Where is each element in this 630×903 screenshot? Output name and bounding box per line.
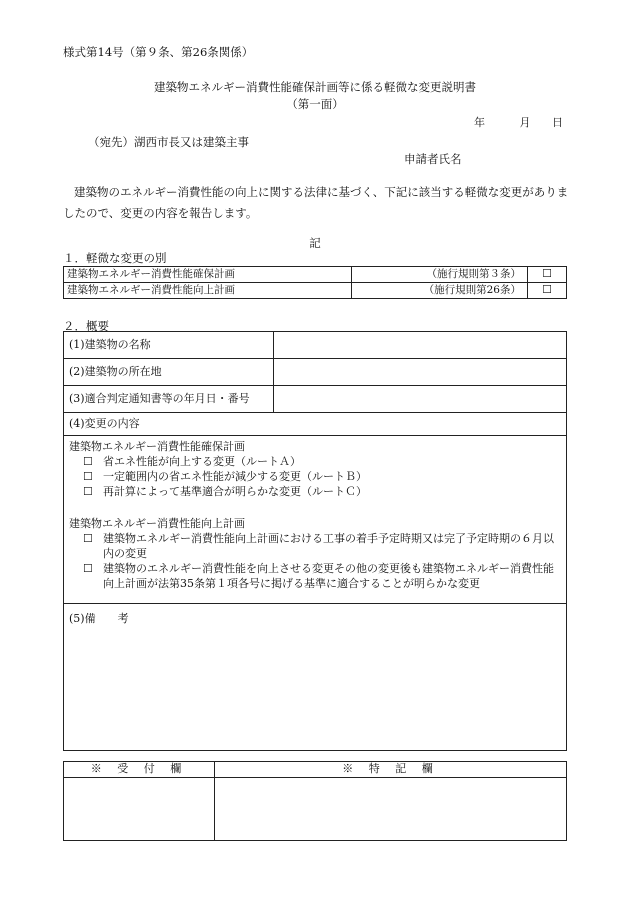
table-row [64,282,567,298]
document-subtitle: （第一面） [286,97,344,111]
reception-field[interactable] [64,778,215,841]
form-number: 様式第14号（第９条、第26条関係） [63,45,254,59]
office-use-table [63,761,567,841]
ki-heading: 記 [309,236,321,250]
table-row [64,332,567,359]
table-row [64,762,567,778]
section2-heading: ２．概要 [63,319,109,333]
reception-header: ※ 受 付 欄 [64,762,215,778]
table-row [64,386,567,413]
checkbox-icon[interactable]: ☐ [83,469,93,483]
change-type-table [63,266,567,299]
change-type-name: 建築物エネルギー消費性能確保計画 [64,267,352,283]
notice-field[interactable] [274,386,567,413]
checkbox-icon[interactable]: ☐ [83,561,93,575]
table-row [64,267,567,283]
list-item-text: 建築物エネルギー消費性能向上計画における工事の着手予定時期又は完了予定時期の６月以内の変更 [103,532,554,561]
overview-table [63,331,567,751]
change-content-label: (4)変更の内容 [64,413,567,436]
notice-label: (3)適合判定通知書等の年月日・番号 [64,386,274,413]
building-location-label: (2)建築物の所在地 [64,359,274,386]
building-name-field[interactable] [274,332,567,359]
list-item-text: 一定範囲内の省エネ性能が減少する変更（ルートＢ） [103,469,367,483]
remarks-label: (5)備 考 [69,612,129,625]
list-item[interactable] [69,455,561,470]
document-title: 建築物エネルギー消費性能確保計画等に係る軽微な変更説明書 [154,80,476,94]
addressee: （宛先）湖西市長又は建築主事 [88,135,249,149]
table-row [64,778,567,841]
spacer [69,499,561,517]
list-item[interactable] [69,532,561,562]
checkbox-icon[interactable]: ☐ [83,484,93,498]
section1-heading: １．軽微な変更の別 [63,251,167,265]
list-item-text: 省エネ性能が向上する変更（ルートＡ） [103,454,301,468]
checkbox-icon[interactable]: ☐ [83,532,93,546]
change-type-name: 建築物エネルギー消費性能向上計画 [64,282,352,298]
list-item[interactable] [69,470,561,485]
date-line [474,116,563,131]
change-type-regulation: （施行規則第３条） [351,267,527,283]
remarks-cell[interactable] [64,604,567,751]
group2-title: 建築物エネルギー消費性能向上計画 [69,517,245,531]
group1-title: 建築物エネルギー消費性能確保計画 [69,440,245,453]
change-type-regulation: （施行規則第26条） [351,282,527,298]
building-name-label: (1)建築物の名称 [64,332,274,359]
special-notes-field[interactable] [215,778,567,841]
table-row [64,413,567,436]
table-row [64,436,567,604]
applicant-name-label: 申請者氏名 [404,152,462,166]
intro-paragraph: 建築物のエネルギー消費性能の向上に関する法律に基づく、下記に該当する軽微な変更がありましたので、変更の内容を報告します。 [63,185,569,220]
change-content-body [64,436,567,604]
list-item-text: 建築物のエネルギー消費性能を向上させる変更その他の変更後も建築物エネルギー消費性能向上計画が法第35条第１項各号に掲げる基準に適合することが明らかな変更 [103,561,554,590]
checkbox-icon[interactable]: ☐ [528,282,567,298]
table-row [64,604,567,751]
checkbox-icon[interactable]: ☐ [528,267,567,283]
list-item[interactable] [69,485,561,500]
list-item[interactable] [69,562,561,592]
checkbox-icon[interactable]: ☐ [83,454,93,468]
date-year: 年 [474,116,485,129]
date-day: 日 [552,116,563,129]
list-item-text: 再計算によって基準適合が明らかな変更（ルートＣ） [103,484,367,498]
building-location-field[interactable] [274,359,567,386]
table-row [64,359,567,386]
special-notes-header: ※ 特 記 欄 [215,762,567,778]
date-month: 月 [519,116,531,129]
